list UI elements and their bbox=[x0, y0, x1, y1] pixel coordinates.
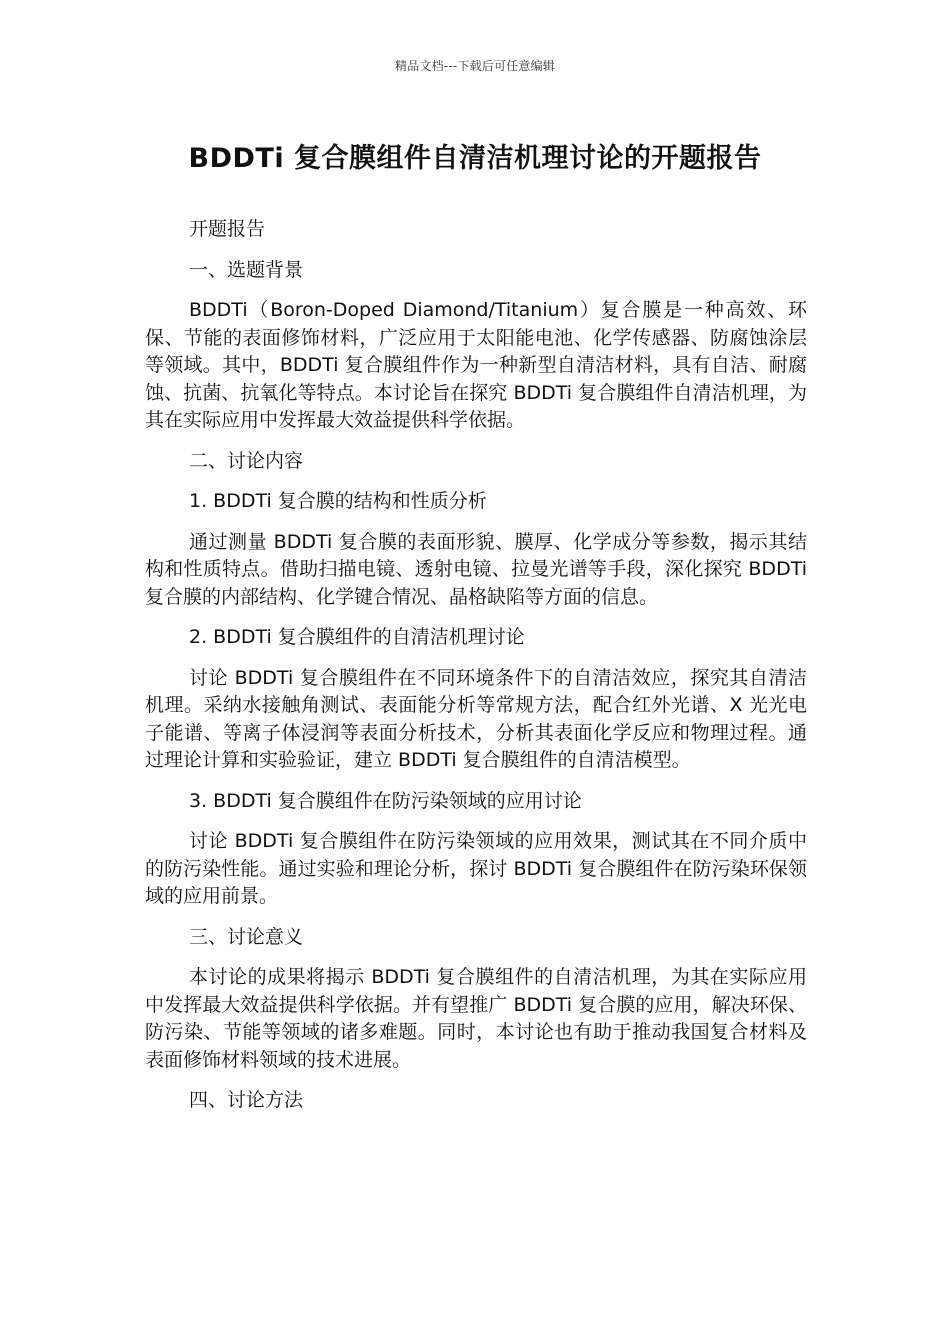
paragraph-structure-analysis: 通过测量 BDDTi 复合膜的表面形貌、膜厚、化学成分等参数，揭示其结构和性质特点。借助扫描电镜、透射电镜、拉曼光谱等手段，深化探究 BDDTi 复合膜的内部结构、化学键合情况、晶格缺陷等方面的信息。 bbox=[145, 530, 807, 608]
document-body bbox=[145, 216, 807, 1128]
subheading-structure-analysis: 1. BDDTi 复合膜的结构和性质分析 bbox=[189, 490, 487, 512]
header-note: 精品文档---下载后可任意编辑 bbox=[395, 59, 555, 73]
paragraph-background: BDDTi（Boron-Doped Diamond/Titanium）复合膜是一种高效、环保、节能的表面修饰材料，广泛应用于太阳能电池、化学传感器、防腐蚀涂层等领域。其中，BDDTi 复合膜组件作为一种新型自清洁材料，具有自洁、耐腐蚀、抗菌、抗氧化等特点。本讨论旨在探究 BDDTi 复合膜组件自清洁机理，为其在实际应用中发挥最大效益提供科学依据。 bbox=[145, 299, 807, 431]
subheading-antifouling-application: 3. BDDTi 复合膜组件在防污染领域的应用讨论 bbox=[189, 789, 582, 812]
paragraph-significance: 本讨论的成果将揭示 BDDTi 复合膜组件的自清洁机理，为其在实际应用中发挥最大效益提供科学依据。并有望推广 BDDTi 复合膜的应用，解决环保、防污染、节能等领域的诸多难题。同时，本讨论也有助于推动我国复合材料及表面修饰材料领域的技术进展。 bbox=[145, 966, 807, 1071]
subheading-self-cleaning-mechanism: 2. BDDTi 复合膜组件的自清洁机理讨论 bbox=[189, 626, 525, 648]
section-heading-background: 一、选题背景 bbox=[189, 258, 304, 281]
section-heading-content: 二、讨论内容 bbox=[189, 449, 304, 472]
paragraph-self-cleaning-mechanism: 讨论 BDDTi 复合膜组件在不同环境条件下的自清洁效应，探究其自清洁机理。采纳水接触角测试、表面能分析等常规方法，配合红外光谱、X 光光电子能谱、等离子体浸润等表面分析技术，分析其表面化学反应和物理过程。通过理论计算和实验验证，建立 BDDTi 复合膜组件的自清洁模型。 bbox=[145, 666, 807, 771]
section-heading-significance: 三、讨论意义 bbox=[189, 925, 304, 948]
section-heading-methods: 四、讨论方法 bbox=[189, 1089, 304, 1111]
document-title: BDDTi 复合膜组件自清洁机理讨论的开题报告 bbox=[188, 143, 762, 174]
paragraph-report-label: 开题报告 bbox=[189, 218, 266, 240]
paragraph-antifouling-application: 讨论 BDDTi 复合膜组件在防污染领域的应用效果，测试其在不同介质中的防污染性能。通过实验和理论分析，探讨 BDDTi 复合膜组件在防污染环保领域的应用前景。 bbox=[145, 830, 807, 907]
